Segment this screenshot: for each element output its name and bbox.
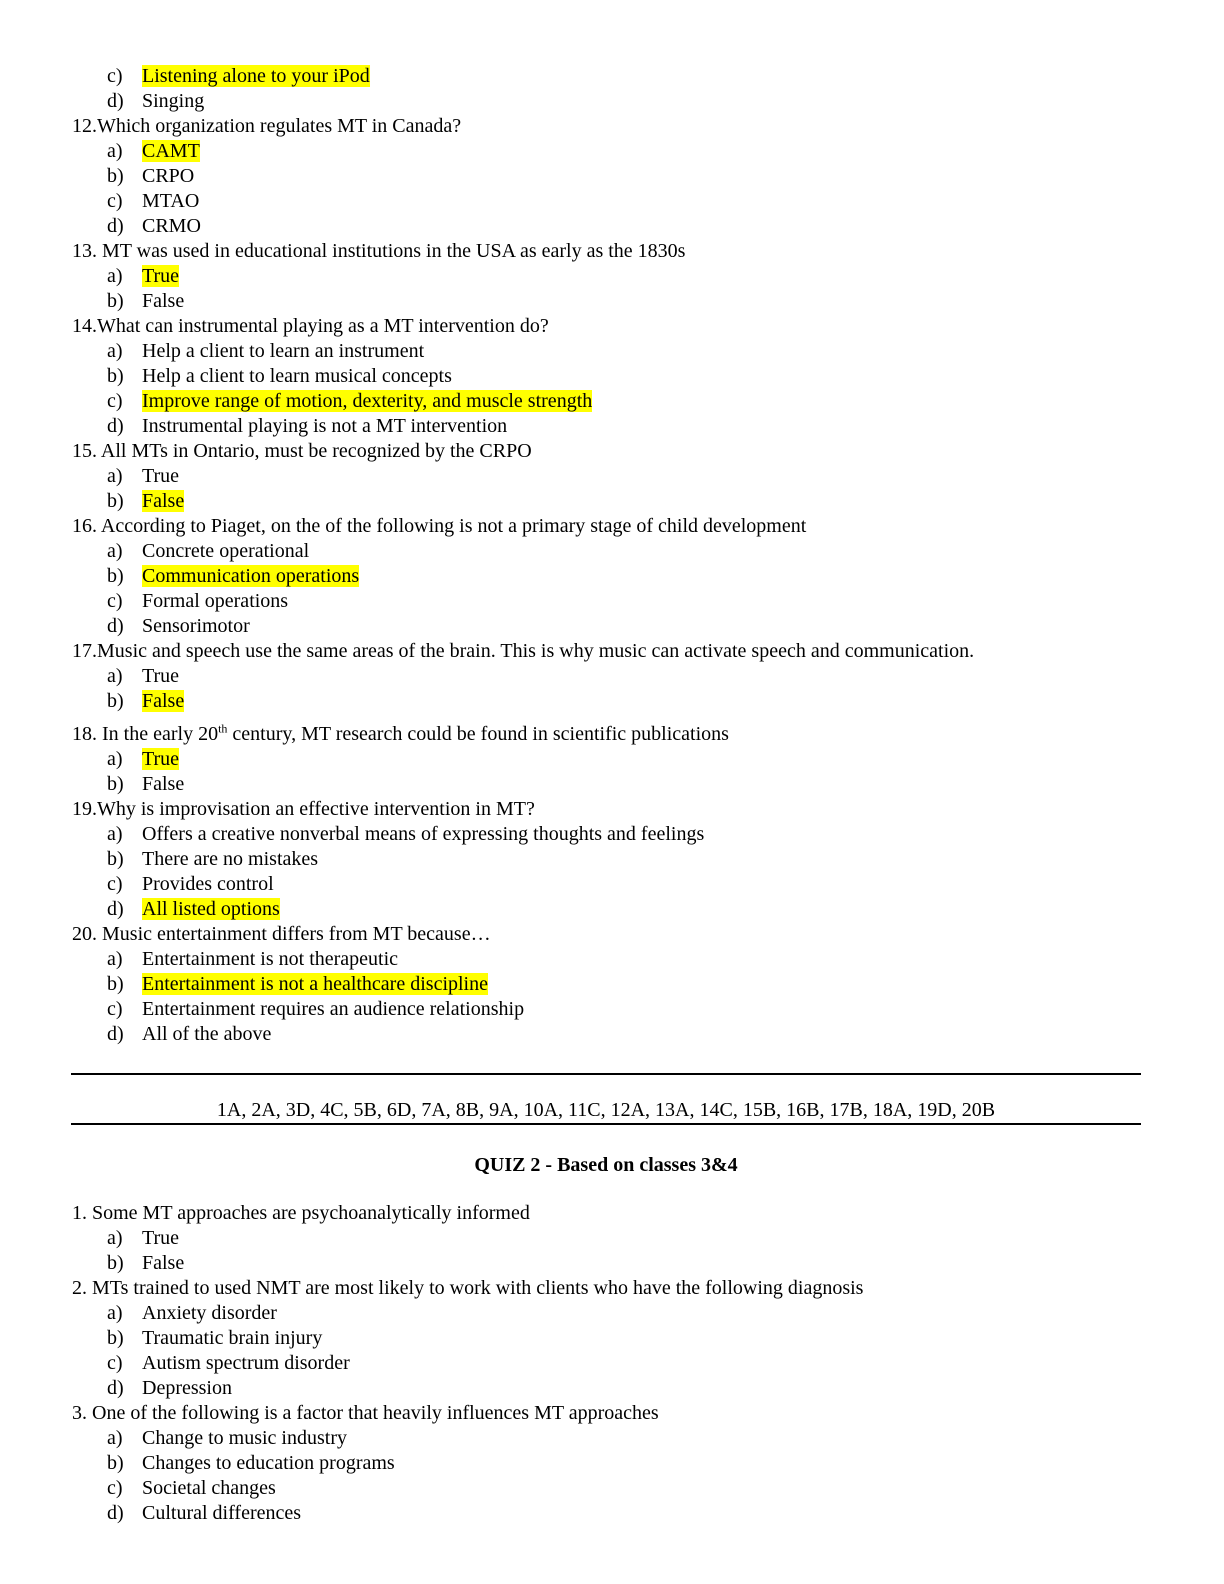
question-number: 3. bbox=[72, 1402, 92, 1424]
answer-option bbox=[72, 139, 974, 164]
option-letter: c) bbox=[107, 998, 123, 1020]
option-letter: b) bbox=[107, 1452, 124, 1474]
answer-option bbox=[72, 414, 974, 439]
question-line bbox=[72, 1276, 863, 1301]
option-text: Traumatic brain injury bbox=[142, 1327, 323, 1349]
option-letter: b) bbox=[107, 290, 124, 312]
answer-option bbox=[72, 1251, 863, 1276]
option-letter: d) bbox=[107, 1377, 124, 1399]
option-letter: c) bbox=[107, 1477, 123, 1499]
option-text: True bbox=[142, 465, 180, 487]
question-text: Music and speech use the same areas of the brain. This is why music can activate speech and communication. bbox=[97, 640, 975, 662]
question-number: 20. bbox=[72, 923, 102, 945]
question-line bbox=[72, 1401, 863, 1426]
option-text: Change to music industry bbox=[142, 1427, 347, 1449]
highlighted-answer: Entertainment is not a healthcare discipline bbox=[142, 973, 488, 995]
quiz1-question-18 bbox=[72, 722, 729, 797]
option-letter: c) bbox=[107, 65, 123, 87]
highlighted-answer: True bbox=[142, 748, 180, 770]
option-letter: b) bbox=[107, 1327, 124, 1349]
option-text: False bbox=[142, 290, 185, 312]
quiz2-title: QUIZ 2 - Based on classes 3&4 bbox=[474, 1154, 738, 1176]
option-letter: b) bbox=[107, 690, 124, 712]
question-text: MTs trained to used NMT are most likely to work with clients who have the following diagnosis bbox=[92, 1277, 864, 1299]
question-text: What can instrumental playing as a MT intervention do? bbox=[97, 315, 549, 337]
question-line bbox=[72, 239, 974, 264]
option-letter: c) bbox=[107, 1352, 123, 1374]
question-line bbox=[72, 114, 974, 139]
option-text: Concrete operational bbox=[142, 540, 310, 562]
answer-option bbox=[72, 972, 704, 997]
answer-option bbox=[72, 1022, 704, 1047]
option-text: MTAO bbox=[142, 190, 200, 212]
question-text: Some MT approaches are psychoanalytically informed bbox=[92, 1202, 530, 1224]
answer-option bbox=[72, 1426, 863, 1451]
question-number: 14. bbox=[72, 315, 97, 337]
question-line bbox=[72, 439, 974, 464]
question-text: MT was used in educational institutions in the USA as early as the 1830s bbox=[102, 240, 686, 262]
option-text: Sensorimotor bbox=[142, 615, 250, 637]
option-text: Help a client to learn musical concepts bbox=[142, 365, 452, 387]
answer-option bbox=[72, 589, 974, 614]
answer-option bbox=[72, 947, 704, 972]
option-text: Instrumental playing is not a MT intervention bbox=[142, 415, 508, 437]
answer-option bbox=[72, 539, 974, 564]
question-text: Which organization regulates MT in Canada? bbox=[97, 115, 462, 137]
answer-option bbox=[72, 664, 974, 689]
answer-option bbox=[72, 997, 704, 1022]
option-text: False bbox=[142, 1252, 185, 1274]
option-letter: b) bbox=[107, 973, 124, 995]
option-letter: a) bbox=[107, 948, 123, 970]
answer-option bbox=[72, 389, 974, 414]
answer-option bbox=[72, 1501, 863, 1526]
option-letter: d) bbox=[107, 415, 124, 437]
answer-option bbox=[72, 1301, 863, 1326]
question-line bbox=[72, 514, 974, 539]
answer-option bbox=[72, 614, 974, 639]
option-text: True bbox=[142, 1227, 180, 1249]
option-letter: a) bbox=[107, 465, 123, 487]
option-text: Cultural differences bbox=[142, 1502, 302, 1524]
option-letter: b) bbox=[107, 365, 124, 387]
answer-option bbox=[72, 289, 974, 314]
option-text: Societal changes bbox=[142, 1477, 276, 1499]
question-line bbox=[72, 922, 704, 947]
option-letter: d) bbox=[107, 215, 124, 237]
option-letter: b) bbox=[107, 1252, 124, 1274]
option-letter: b) bbox=[107, 165, 124, 187]
answer-option bbox=[72, 822, 704, 847]
option-letter: d) bbox=[107, 898, 124, 920]
option-letter: d) bbox=[107, 90, 124, 112]
answer-option bbox=[72, 489, 974, 514]
option-text: All of the above bbox=[142, 1023, 272, 1045]
answer-option bbox=[72, 1476, 863, 1501]
answer-option bbox=[72, 189, 974, 214]
answer-key: 1A, 2A, 3D, 4C, 5B, 6D, 7A, 8B, 9A, 10A, 11C, 12A, 13A, 14C, 15B, 16B, 17B, 18A, 19D, 20B bbox=[216, 1099, 996, 1121]
option-letter: b) bbox=[107, 848, 124, 870]
option-letter: b) bbox=[107, 490, 124, 512]
option-text: False bbox=[142, 773, 185, 795]
answer-option bbox=[72, 897, 704, 922]
option-text: Autism spectrum disorder bbox=[142, 1352, 350, 1374]
question-text: Why is improvisation an effective intervention in MT? bbox=[97, 798, 535, 820]
question-line bbox=[72, 1201, 863, 1226]
option-letter: c) bbox=[107, 873, 123, 895]
question-line bbox=[72, 797, 704, 822]
question-line bbox=[72, 722, 729, 747]
quiz2-questions bbox=[72, 1201, 863, 1526]
highlighted-answer: Improve range of motion, dexterity, and muscle strength bbox=[142, 390, 593, 412]
answer-option bbox=[72, 564, 974, 589]
option-letter: a) bbox=[107, 140, 123, 162]
option-letter: a) bbox=[107, 340, 123, 362]
answer-option bbox=[72, 747, 729, 772]
highlighted-answer: Listening alone to your iPod bbox=[142, 65, 370, 87]
option-letter: a) bbox=[107, 1427, 123, 1449]
answer-option bbox=[72, 464, 974, 489]
option-letter: c) bbox=[107, 590, 123, 612]
option-text: Depression bbox=[142, 1377, 232, 1399]
question-number: 17. bbox=[72, 640, 97, 662]
highlighted-answer: Communication operations bbox=[142, 565, 360, 587]
question-number: 2. bbox=[72, 1277, 92, 1299]
option-letter: d) bbox=[107, 1023, 124, 1045]
option-letter: c) bbox=[107, 390, 123, 412]
answer-option bbox=[72, 872, 704, 897]
highlighted-answer: True bbox=[142, 265, 180, 287]
question-line bbox=[72, 639, 974, 664]
option-text: True bbox=[142, 665, 180, 687]
answer-option bbox=[72, 1226, 863, 1251]
answer-option bbox=[72, 164, 974, 189]
option-text: CRPO bbox=[142, 165, 195, 187]
answer-option bbox=[72, 339, 974, 364]
option-letter: a) bbox=[107, 1227, 123, 1249]
option-letter: a) bbox=[107, 265, 123, 287]
question-text: One of the following is a factor that heavily influences MT approaches bbox=[92, 1402, 659, 1424]
answer-option bbox=[72, 772, 729, 797]
option-text: CRMO bbox=[142, 215, 201, 237]
option-text: Entertainment is not therapeutic bbox=[142, 948, 399, 970]
option-letter: a) bbox=[107, 823, 123, 845]
option-letter: a) bbox=[107, 1302, 123, 1324]
answer-option bbox=[72, 264, 974, 289]
superscript: th bbox=[218, 721, 228, 736]
option-letter: a) bbox=[107, 665, 123, 687]
answer-option bbox=[72, 64, 974, 89]
option-text: Anxiety disorder bbox=[142, 1302, 277, 1324]
question-text: All MTs in Ontario, must be recognized by the CRPO bbox=[100, 440, 532, 462]
question-text: century, MT research could be found in scientific publications bbox=[227, 723, 729, 745]
option-text: Offers a creative nonverbal means of expressing thoughts and feelings bbox=[142, 823, 705, 845]
quiz1-questions-12-17 bbox=[72, 64, 974, 714]
question-number: 13. bbox=[72, 240, 102, 262]
answer-option bbox=[72, 1351, 863, 1376]
question-line bbox=[72, 314, 974, 339]
option-letter: c) bbox=[107, 190, 123, 212]
divider-line-bottom bbox=[71, 1123, 1141, 1125]
answer-option bbox=[72, 364, 974, 389]
option-text: Changes to education programs bbox=[142, 1452, 395, 1474]
quiz1-questions-19-20 bbox=[72, 797, 704, 1047]
option-text: Entertainment requires an audience relationship bbox=[142, 998, 525, 1020]
option-text: Singing bbox=[142, 90, 205, 112]
question-text: Music entertainment differs from MT because… bbox=[102, 923, 491, 945]
option-letter: d) bbox=[107, 615, 124, 637]
question-number: 18. bbox=[72, 723, 102, 745]
highlighted-answer: CAMT bbox=[142, 140, 200, 162]
option-text: Formal operations bbox=[142, 590, 289, 612]
divider-line-top bbox=[71, 1073, 1141, 1075]
option-text: There are no mistakes bbox=[142, 848, 319, 870]
option-text: Provides control bbox=[142, 873, 274, 895]
option-letter: b) bbox=[107, 565, 124, 587]
question-number: 15. bbox=[72, 440, 101, 462]
question-text: In the early 20 bbox=[102, 723, 219, 745]
question-number: 16. bbox=[72, 515, 101, 537]
question-number: 12. bbox=[72, 115, 97, 137]
option-letter: a) bbox=[107, 540, 123, 562]
answer-option bbox=[72, 689, 974, 714]
option-letter: d) bbox=[107, 1502, 124, 1524]
question-text: According to Piaget, on the of the following is not a primary stage of child development bbox=[100, 515, 807, 537]
answer-option bbox=[72, 89, 974, 114]
option-text: Help a client to learn an instrument bbox=[142, 340, 425, 362]
answer-option bbox=[72, 847, 704, 872]
option-letter: b) bbox=[107, 773, 124, 795]
highlighted-answer: False bbox=[142, 690, 185, 712]
answer-option bbox=[72, 1376, 863, 1401]
highlighted-answer: False bbox=[142, 490, 185, 512]
question-number: 1. bbox=[72, 1202, 92, 1224]
answer-option bbox=[72, 1451, 863, 1476]
question-number: 19. bbox=[72, 798, 97, 820]
answer-option bbox=[72, 214, 974, 239]
option-letter: a) bbox=[107, 748, 123, 770]
highlighted-answer: All listed options bbox=[142, 898, 280, 920]
answer-option bbox=[72, 1326, 863, 1351]
